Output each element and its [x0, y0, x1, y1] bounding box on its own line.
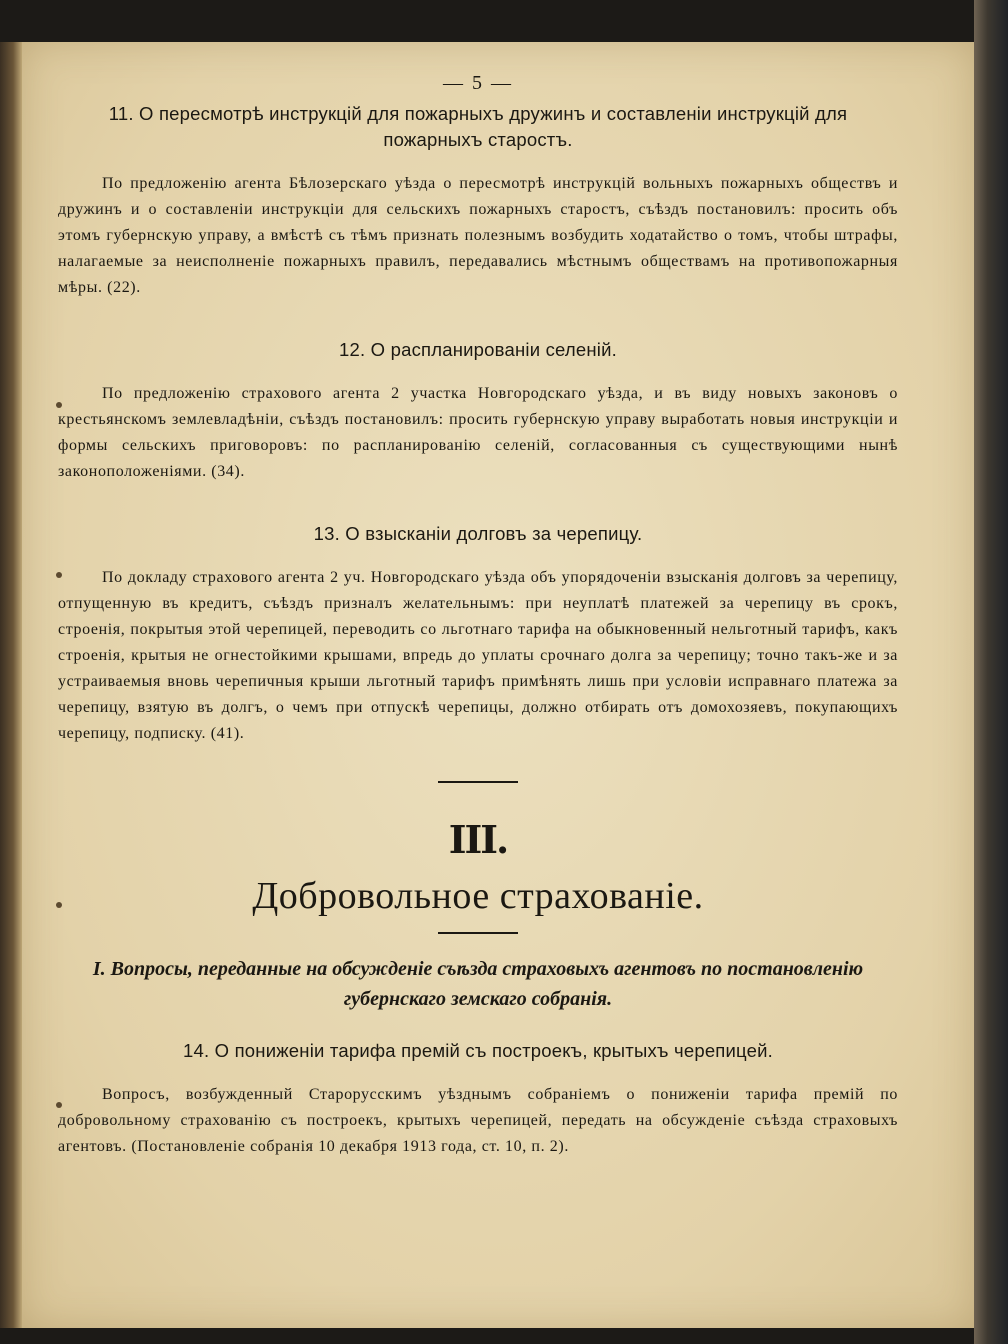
section-12-heading: 12. О распланированіи селеній. — [339, 339, 617, 360]
part-title: Добровольное страхованіе. — [252, 875, 704, 917]
divider-rule — [438, 932, 518, 934]
section-11-heading: 11. О пересмотрѣ инструкцій для пожарныхъ дружинъ и составленіи инструкцій для пожарныхъ старостъ. — [108, 103, 848, 150]
section-11-body: По предложенію агента Бѣлозерскаго уѣзда о пересмотрѣ инструкцій вольныхъ пожарныхъ обществъ и дружинъ и о составленіи инструкціи для сельскихъ пожарныхъ старостъ, съѣздъ постановилъ: просить объ этомъ губернскую управу, а вмѣстѣ съ тѣмъ признать полезнымъ возбудить ходатайство о томъ, чтобы штрафы, налагаемые за неисполненіе пожарныхъ правилъ, передавались мѣстнымъ обществамъ на противопожарныя мѣры. (22). — [58, 175, 898, 296]
part-subtitle: I. Вопросы, переданные на обсужденіе съѣзда страховыхъ агентовъ по постановленію губернскаго земскаго собранія. — [92, 958, 864, 1010]
section-14-body: Вопросъ, возбужденный Старорусскимъ уѣзднымъ собраніемъ о пониженіи тарифа премій по добровольному страхованію съ построекъ, крытыхъ черепицей, передать на обсужденіе съѣзда страховыхъ агентовъ. (Постановленіе собранія 10 декабря 1913 года, ст. 10, п. 2). — [58, 1086, 898, 1155]
page-number: — 5 — — [443, 72, 513, 94]
section-14-heading: 14. О пониженіи тарифа премій съ построекъ, крытыхъ черепицей. — [182, 1040, 774, 1061]
section-13-body: По докладу страхового агента 2 уч. Новгородскаго уѣзда объ упорядоченіи взысканія долговъ за черепицу, отпущенную въ кредитъ, съѣздъ призналъ желательнымъ: при неуплатѣ платежей за черепицу въ срокъ, строенія, покрытыя этой черепицей, переводить со льготнаго тарифа на обыкновенный нельготный тарифъ, какъ строенія, крытыя не огнестойкими крышами, впредь до уплаты срочнаго долга за черепицу; точно такъ-же и за устраиваемыя вновь черепичныя крыши льготный тарифъ примѣнять лишь при условіи исправнаго платежа за черепицу, взятую въ долгъ, о чемъ при отпускѣ черепицы, должно отбирать отъ домохозяевъ, покупающихъ черепицу, подписку. (41). — [58, 569, 898, 742]
section-12-body: По предложенію страхового агента 2 участка Новгородскаго уѣзда, и въ виду новыхъ законовъ о крестьянскомъ землевладѣніи, съѣздъ постановилъ: просить губернскую управу выработать новыя инструкціи и формы сельскихъ приговоровъ: по распланированію селеній, согласованныя съ существующими нынѣ законоположеніями. (34). — [58, 385, 898, 480]
part-numeral: III. — [448, 817, 508, 862]
page-content — [58, 72, 898, 1160]
section-13-heading: 13. О взысканіи долговъ за черепицу. — [313, 523, 643, 544]
book-cover-edge — [974, 0, 1008, 1344]
divider-rule — [438, 781, 518, 783]
book-spine — [0, 42, 22, 1328]
